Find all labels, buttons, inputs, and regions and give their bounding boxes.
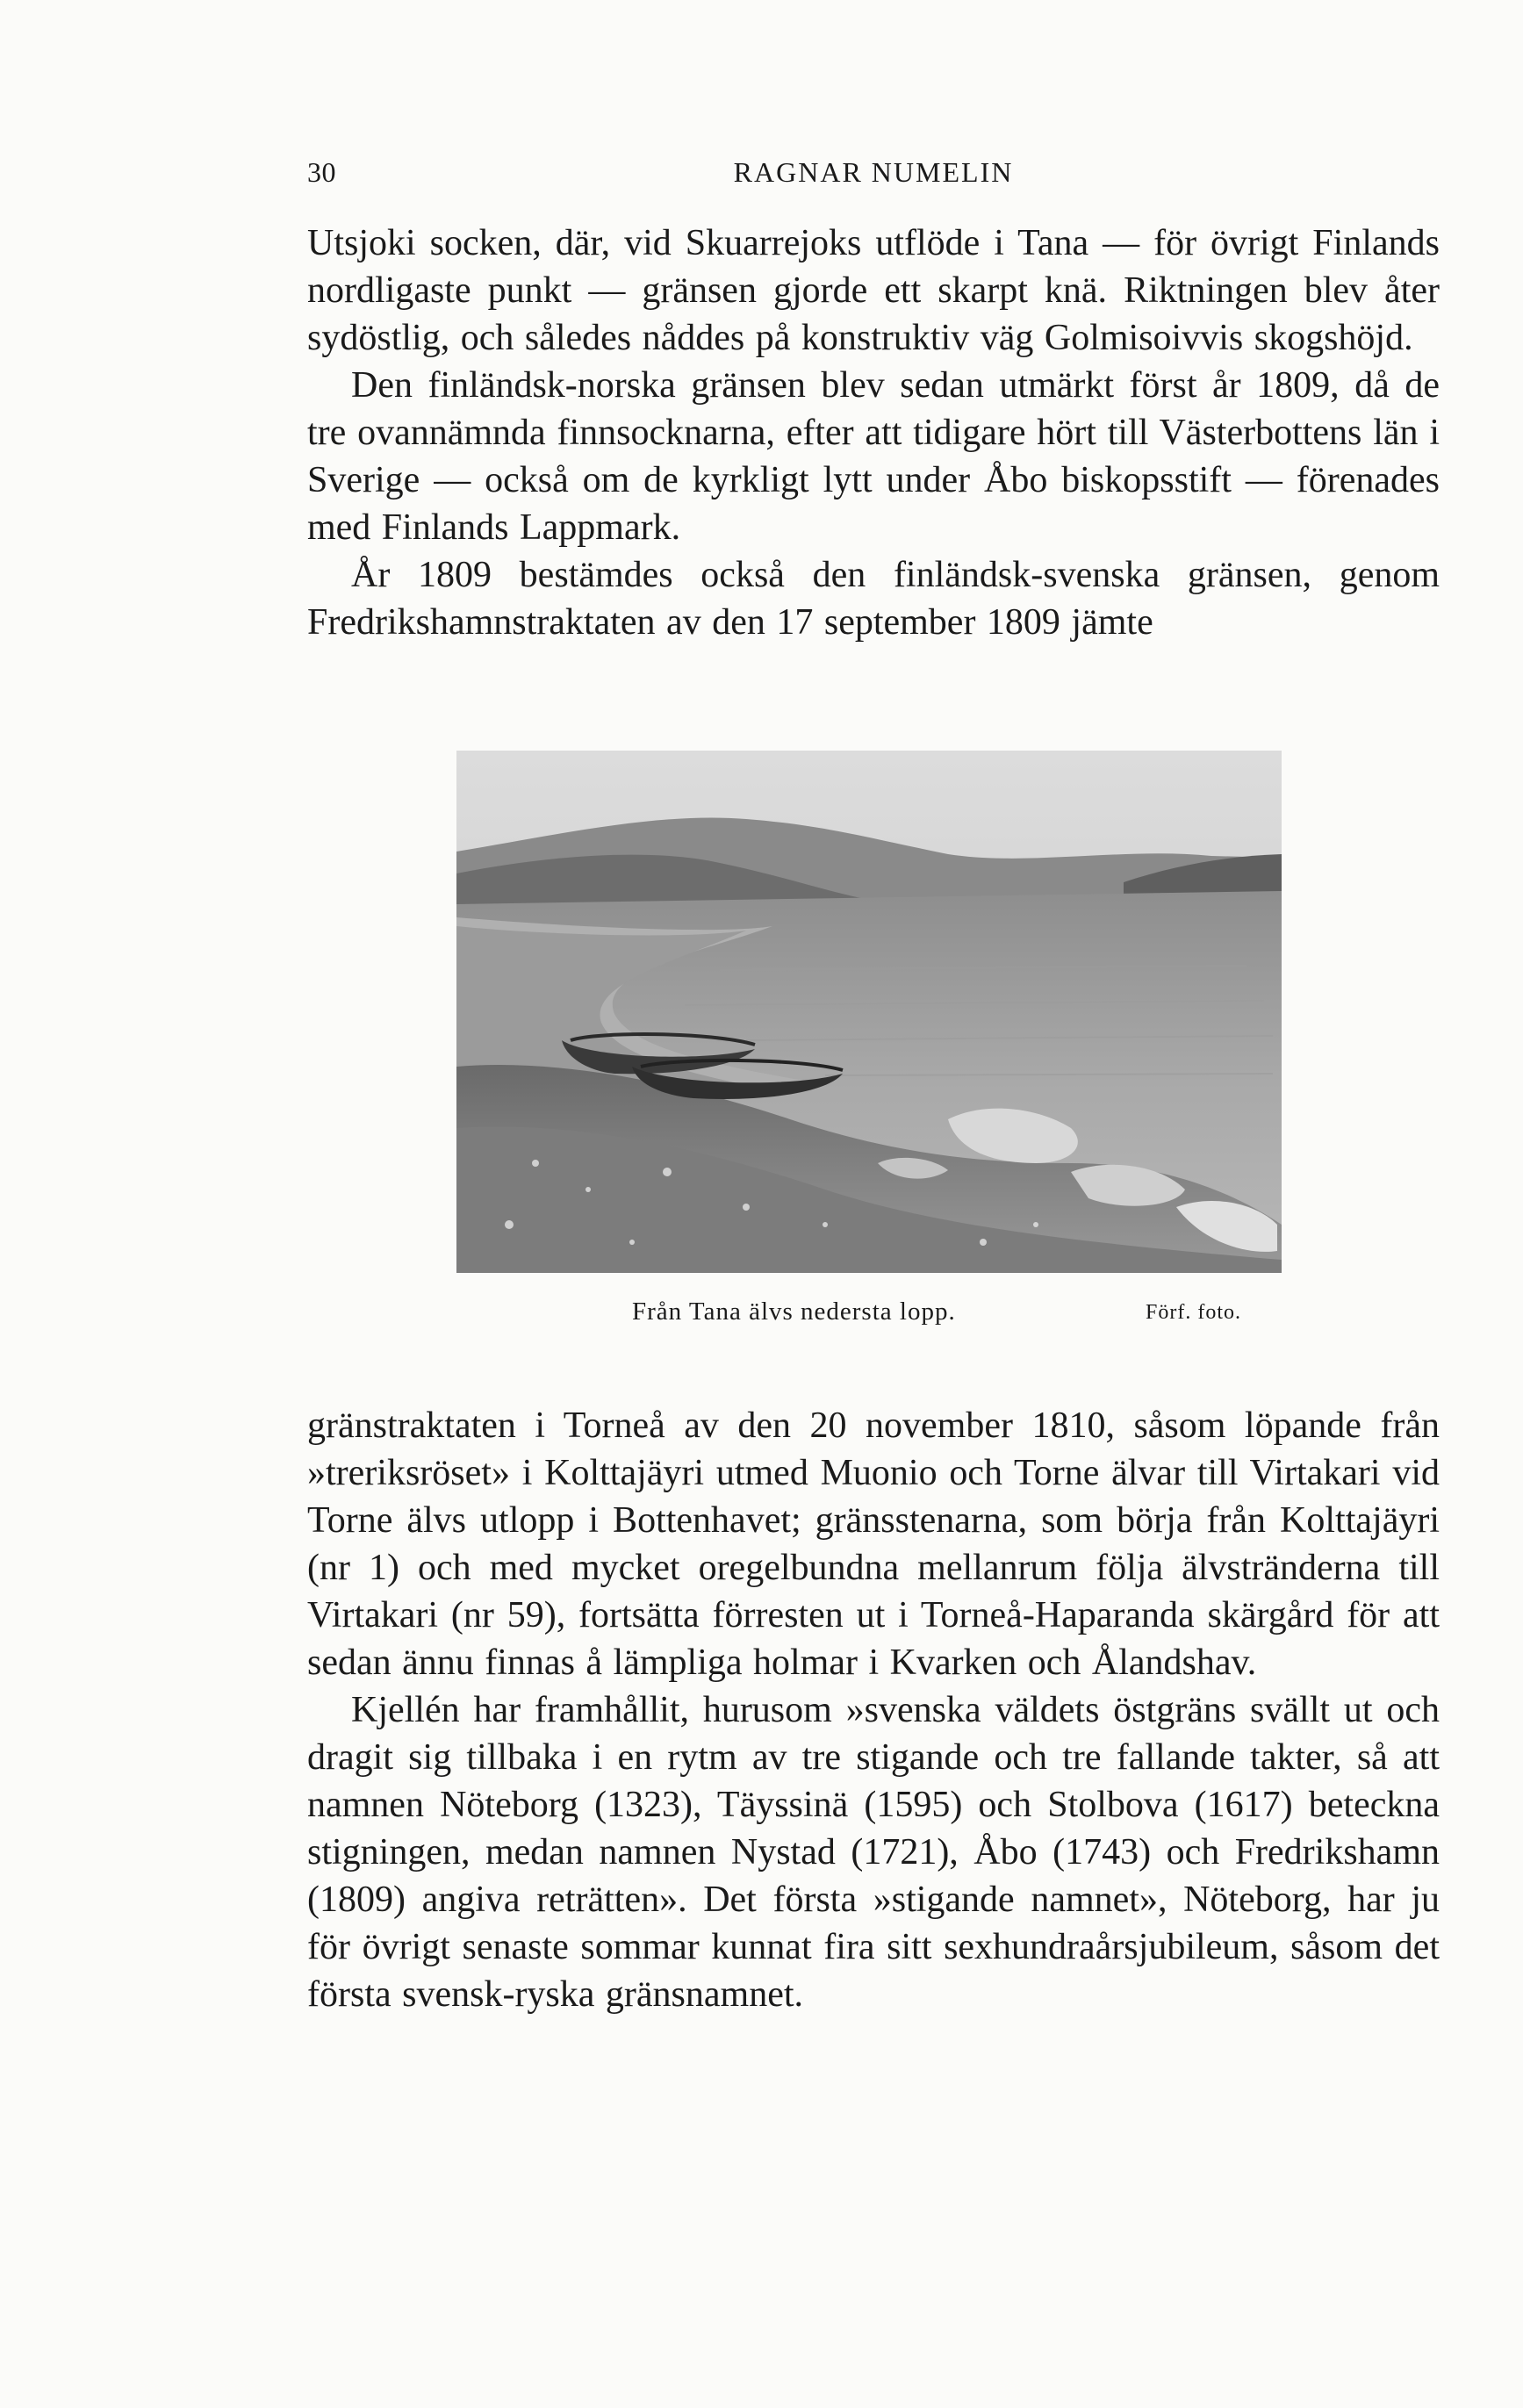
figure-caption [456,1297,1282,1333]
paragraph: gränstraktaten i Torneå av den 20 november 1810, såsom löpande från »treriksröset» i Kolttajäyri utmed Muonio och Torne älvar till Virtakari vid Torne älvs utlopp i Bottenhavet; gränsstenarna, som börja från Kolttajäyri (nr 1) och med mycket oregelbundna mellanrum följa älvstränderna till Virtakari (nr 59), fortsätta förresten ut i Torneå-Haparanda skärgård för att sedan ännu finnas å lämpliga holmar i Kvarken och Ålandshav. [307,1405,1440,1683]
paragraph: Utsjoki socken, där, vid Skuarrejoks utflöde i Tana — för övrigt Finlands nordligaste punkt — gränsen gjorde ett skarpt knä. Riktningen blev åter sydöstlig, och således nåddes på konstruktiv väg Golmisoivvis skogshöjd. [307,223,1440,358]
running-head [307,156,1440,200]
photo-credit: Förf. foto. [1146,1301,1241,1324]
running-title: RAGNAR NUMELIN [733,156,1014,188]
body-text-top [307,219,1440,646]
paragraph: Kjellén har framhållit, hurusom »svenska väldets östgräns svällt ut och dragit sig tillbaka i en rytm av tre stigande och tre fallande takter, så att namnen Nöteborg (1323), Täyssinä (1595) och Stolbova (1617) beteckna stigningen, medan namnen Nystad (1721), Åbo (1743) och Fredrikshamn (1809) angiva reträtten». Det första »stigande namnet», Nöteborg, har ju för övrigt senaste sommar kunnat fira sitt sexhundraårsjubileum, såsom det första svensk-ryska gränsnamnet. [307,1690,1440,2015]
paragraph: Den finländsk-norska gränsen blev sedan utmärkt först år 1809, då de tre ovannämnda finnsocknarna, efter att tidigare hört till Västerbottens län i Sverige — också om de kyrkligt lytt under Åbo biskopsstift — förenades med Finlands Lappmark. [307,365,1440,548]
figure [456,751,1282,1273]
body-text-bottom [307,1402,1440,2018]
paragraph: År 1809 bestämdes också den finländsk-svenska gränsen, genom Fredrikshamnstraktaten av den 17 september 1809 jämte [307,555,1440,643]
caption-text: Från Tana älvs nedersta lopp. [632,1297,956,1326]
photograph-river-landscape [456,751,1282,1273]
page-number: 30 [307,156,336,188]
